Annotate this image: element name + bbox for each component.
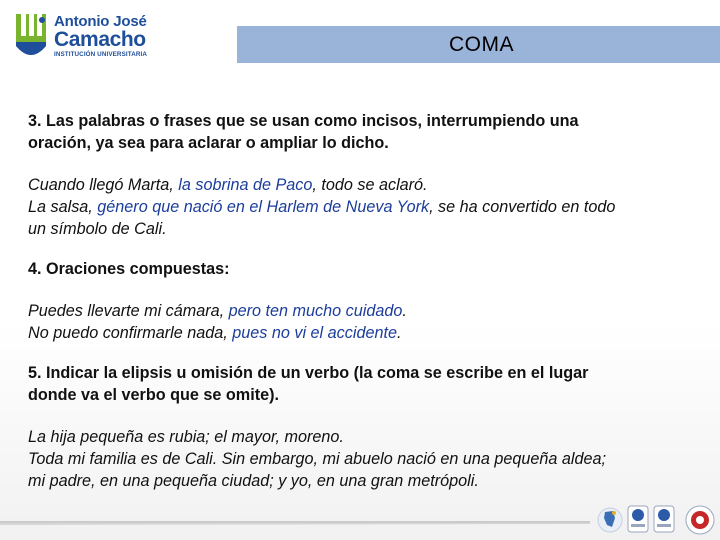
section5-heading-line2: donde va el verbo que se omite). [28, 386, 279, 404]
logo-subtitle: INSTITUCIÓN UNIVERSITARIA [54, 51, 147, 58]
logo-mark-icon [14, 12, 48, 60]
certification-logos [596, 498, 720, 538]
section3-heading [28, 110, 698, 154]
ex-text: La salsa, [28, 198, 98, 216]
institution-logo [14, 8, 164, 68]
ex-highlight: la sobrina de Paco [178, 176, 313, 194]
ex-text: . [396, 324, 402, 342]
ex-text: , se ha convertido en todo [429, 198, 616, 216]
ex-text: La hija pequeña es rubia; el mayor, moreno. [28, 428, 344, 446]
certification-seal-icon [654, 506, 674, 532]
logo-name-line: Antonio José [54, 13, 147, 30]
section3-heading-line1: 3. Las palabras o frases que se usan como incisos, interrumpiendo una [28, 112, 579, 130]
section3-examples [28, 174, 698, 240]
section4-heading: 4. Oraciones compuestas: [28, 260, 230, 278]
ex-highlight: pero ten mucho cuidado [228, 302, 403, 320]
ex-highlight: género que nació en el Harlem de Nueva York [97, 198, 430, 216]
ex-text: un símbolo de Cali. [28, 220, 167, 238]
ex-text: No puedo confirmarle nada, [28, 324, 233, 342]
ex-text: . [402, 302, 407, 320]
certification-seal-icon [628, 506, 648, 532]
ex-text: mi padre, en una pequeña ciudad; y yo, en una gran metrópoli. [28, 472, 479, 490]
ex-text: Puedes llevarte mi cámara, [28, 302, 229, 320]
section5-heading-line1: 5. Indicar la elipsis u omisión de un verbo (la coma se escribe en el lugar [28, 364, 589, 382]
ex-text: Toda mi familia es de Cali. Sin embargo, mi abuelo nació en una pequeña aldea; [28, 450, 607, 468]
section5-examples [28, 426, 698, 492]
section4-examples [28, 300, 698, 344]
ex-text: , todo se aclaró. [312, 176, 428, 194]
ex-highlight: pues no vi el accidente [232, 324, 397, 342]
ex-text: Cuando llegó Marta, [28, 176, 179, 194]
section5-heading [28, 362, 698, 406]
colombia-map-icon [598, 508, 622, 532]
iqnet-seal-icon [686, 506, 714, 534]
slide-content [28, 110, 698, 492]
logo-text [54, 14, 147, 59]
section3-heading-line2: oración, ya sea para aclarar o ampliar lo dicho. [28, 134, 389, 152]
slide-title: COMA [449, 33, 514, 56]
logo-surname-line: Camacho [54, 28, 146, 51]
footer-wave [0, 518, 590, 526]
